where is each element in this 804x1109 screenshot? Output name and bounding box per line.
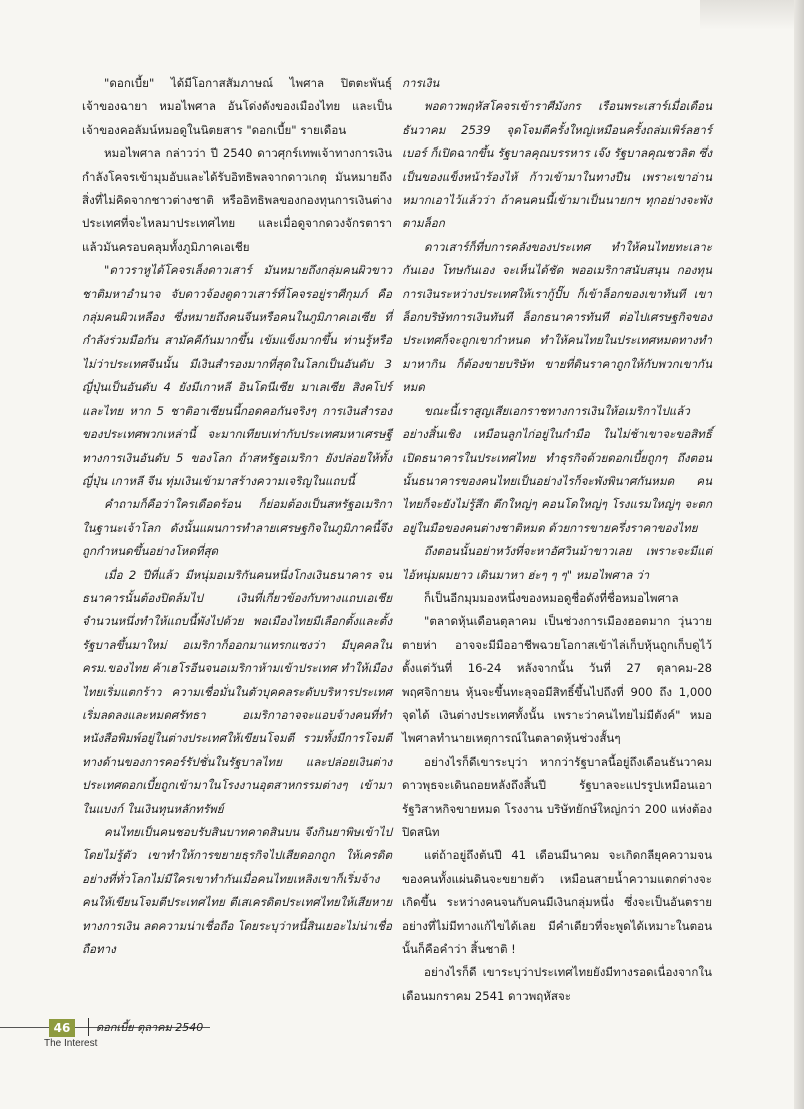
quote-paragraph: เมื่อ 2 ปีที่แล้ว มีหนุ่มอเมริกันคนหนึ่งโกงเงินธนาคาร จนธนาคารนั้นต้องปิดล้มไป เงินที่เกี่ยวข้องกับทางแถบเอเชียจำนวนหนึ่งทำให้แถบนี้พังไปด้วย พอเมืองไทยมีเลือกตั้งและตั้งรัฐบาลขึ้นมาใหม่ อเมริกาก็ออกมาแทรกแซงว่า มีบุคคลใน ครม.ของไทย ค้าเฮโรอีนจนอเมริกาห้ามเข้าประเทศ ทำให้เมืองไทยเริ่มแตกร้าว ความเชื่อมั่นในตัวบุคคลระดับบริหารประเทศเริ่มลดลงและหมดศรัทธา อเมริกาอาจจะแอบจ้างคนที่ทำหนังสือพิมพ์อยู่ในต่างประเทศให้เขียนโจมตี รวมทั้งมีการโจมตีทางด้านของการคอร์รัปชั่นในรัฐบาลไทย และปล่อยเงินต่างประเทศดอกเบี้ยถูกเข้ามาในโรงงานอุตสาหกรรมต่างๆ เข้ามาในแบงก์ ในเงินทุนหลักทรัพย์ xyxy=(82,567,392,816)
left-column xyxy=(82,72,392,961)
page-footer xyxy=(0,1005,220,1065)
continued-text: การเงิน xyxy=(402,76,440,90)
right-column xyxy=(402,72,712,1008)
paragraph: ก็เป็นอีกมุมมองหนึ่งของหมอดูชื่อดังที่ชื่อหมอไพศาล xyxy=(424,590,679,605)
quote-paragraph: ดาวเสาร์ก็ที่บการคลังของประเทศ ทำให้คนไทยทะเลาะกันเอง โทษกันเอง จะเห็นได้ชัด พออเมริกาสนับสนุน กองทุนการเงินระหว่างประเทศให้เรากู้ปั๊บ ก็เข้าล็อกของเขาทันที เขาล็อกบริษัทการเงินทันที ล็อกธนาคารทันที ต่อไปเศรษฐกิจของประเทศก็จะถูกเขากำหนด ทำให้คนไทยในประเทศหมดทางทำมาหากิน ก็ต้องขายบริษัท ขายที่ดินราคาถูกให้กับพวกเขากันหมด xyxy=(402,239,712,395)
footer-separator xyxy=(88,1018,89,1036)
magazine-issue: ดอกเบี้ย ตุลาคม 2540 xyxy=(96,1021,204,1034)
paragraph: หมอไพศาล กล่าวว่า ปี 2540 ดาวศุกร์เทพเจ้าทางการเงิน กำลังโคจรเข้ามุมอับและได้รับอิทธิพลจากดาวเกตุ มันหมายถึงสิ่งที่ไม่คิดจากชาวต่างชาติ หรืออิทธิพลของกองทุนการเงินต่างประเทศที่จะไหลมาประเทศไทย และเมื่อดูจากดวงจักรตาราแล้วมันครอบคลุมทั้งภูมิภาคเอเชีย xyxy=(82,146,392,254)
quote-paragraph: คำถามก็คือว่าใครเดือดร้อน ก็ย่อมต้องเป็นสหรัฐอเมริกา ในฐานะเจ้าโลก ดังนั้นแผนการทำลายเศรษฐกิจในภูมิภาคนี้จึงถูกกำหนดขึ้นอย่างโหดที่สุด xyxy=(82,497,392,559)
paragraph: "ตลาดหุ้นเดือนตุลาคม เป็นช่วงการเมืองฮอตมาก วุ่นวายตายห่า อาจจะมีมืออาชีพฉวยโอกาสเข้าไล่เก็บหุ้นถูกเก็บดูไว้ตั้งแต่วันที่ 16-24 หลังจากนั้น วันที่ 27 ตุลาคม-28 พฤศจิกายน หุ้นจะขึ้นทะลุจอมีสิทธิ์ขึ้นไปถึงที่ 900 ถึง 1,000 จุดได้ เงินต่างประเทศทั้งนั้น เพราะว่าคนไทยไม่มีตังค์" หมอไพศาลทำนายเหตุการณ์ในตลาดหุ้นช่วงสั้นๆ xyxy=(402,614,712,746)
paragraph: อย่างไรก็ดีเขาระบุว่า หากว่ารัฐบาลนี้อยู่ถึงเดือนธันวาคม ดาวพุธจะเดินถอยหลังถึงสิ้นปี รัฐบาลจะแปรรูปเหมือนเอารัฐวิสาหกิจขายหมด โรงงาน บริษัทยักษ์ใหญ่กว่า 200 แห่งต้องปิดสนิท xyxy=(402,754,712,839)
quote-paragraph: คนไทยเป็นคนชอบรับสินบาทคาดสินบน จึงกินยาพิษเข้าไปโดยไม่รู้ตัว เขาทำให้การขยายธุรกิจไปเสียดอกถูก ให้เครดิตอย่างที่ทั่วโลกไม่มีใครเขาทำกันเมื่อคนไทยเหลิงเขาก็เริ่มจ้างคนให้เขียนโจมตีประเทศไทย ตีเสเครดิตประเทศไทยให้เสียหายทางการเงิน ลดความน่าเชื่อถือ โดยระบุว่าหนี้สินเยอะไม่น่าเชื่อถือทาง xyxy=(82,825,392,957)
page-edge xyxy=(794,0,804,1109)
page-fold-shadow xyxy=(700,0,804,30)
quote-paragraph: "ดาวราหูได้โคจรเล็งดาวเสาร์ มันหมายถึงกลุ่มคนผิวขาว ชาติมหาอำนาจ จับดาวจ้องดูดาวเสาร์ที่โคจรอยู่ราศีกุมภ์ คือกลุ่มคนผิวเหลือง ซึ่งหมายถึงคนจีนหรือคนในภูมิภาคเอเซีย ที่กำลังร่วมมือกัน สามัคคีกันมากขึ้น เข้มแข็งมากขึ้น ท่านรู้หรือไม่ว่าประเทศจีนนั้น มีเงินสำรองมากที่สุดในโลกเป็นอันดับ 3 ญี่ปุ่นเป็นอันดับ 4 ยังมีเกาหลี อินโดนีเซีย มาเลเซีย สิงคโปร์ และไทย หาก 5 ชาติอาเซียนนี้กอดคอกันจริงๆ การเงินสำรองของประเทศพวกเหล่านี้ จะมากเทียบเท่ากับประเทศมหาเศรษฐีทางการเงินอันดับ 5 ของโลก ถ้าสหรัฐอเมริกา ยังปล่อยให้ทั้งญี่ปุ่น เกาหลี จีน ทุ่มเงินเข้ามาสร้างความเจริญในแถบนี้ xyxy=(82,263,392,488)
paragraph-intro: "ดอกเบี้ย" ได้มีโอกาสสัมภาษณ์ ไพศาล ปิตตะพันธุ์ เจ้าของฉายา หมอไพศาล อันโด่งดังของเมืองไทย และเป็นเจ้าของคอลัมน์หมอดูในนิตยสาร "ดอกเบี้ย" รายเดือน xyxy=(82,76,392,137)
brand-logo-text: The Interest xyxy=(44,1038,98,1049)
quote-paragraph: พอดาวพฤหัสโคจรเข้าราศีมังกร เรือนพระเสาร์เมื่อเดือนธันวาคม 2539 จุดโจมตีครั้งใหญ่เหมือนครั้งถล่มเพิร์ลฮาร์เบอร์ ก็เปิดฉากขึ้น รัฐบาลคุณบรรหาร เจ๊ง รัฐบาลคุณชวลิต ซึ่งเป็นของแข็งหน้าร้องไห้ ก้าวเข้ามาในทางปืน เพราะเขาอ่านหมากเอาไว้แล้วว่า ถ้าคนคนนี้เข้ามาเป็นนายกฯ ทุกอย่างจะพังตามล็อก xyxy=(402,99,712,231)
quote-paragraph: ขณะนี้เราสูญเสียเอกราชทางการเงินให้อเมริกาไปแล้วอย่างสิ้นเชิง เหมือนลูกไก่อยู่ในกำมือ ในไม่ช้าเขาจะขอสิทธิ์เปิดธนาคารในประเทศไทย ทำธุรกิจด้วยดอกเบี้ยถูกๆ ถึงตอนนั้นธนาคารของคนไทยเป็นอย่างไรก็จะพังพินาศกันหมด คนไทยก็จะยังไม่รู้สึก ตึกใหญ่ๆ คอนโดใหญ่ๆ โรงแรมใหญ่ๆ จะตกอยู่ในมือของคนต่างชาติหมด ด้วยการขายครึ่งราคาของไทย xyxy=(402,403,712,535)
page-number: 46 xyxy=(49,1019,75,1037)
paragraph: แต่ถ้าอยู่ถึงต้นปี 41 เดือนมีนาคม จะเกิดกลียุคความจนของคนทั้งแผ่นดินจะขยายตัว เหมือนสายน้ำความแตกต่างจะเกิดขึ้น ระหว่างคนจนกับคนมีเงินกลุ่มหนึ่ง ซึ่งจะเป็นอันตรายอย่างที่ไม่มีทางแก้ไขได้เลย มีคำเดียวที่จะพูดได้เหมาะในตอนนั้นก็คือคำว่า สิ้นชาติ ! xyxy=(402,848,712,957)
paragraph: อย่างไรก็ดี เขาระบุว่าประเทศไทยยังมีทางรอดเนื่องจากในเดือนมกราคม 2541 ดาวพฤหัสจะ xyxy=(402,965,712,1003)
quote-paragraph: ถึงตอนนั้นอย่าหวังที่จะหาอัศวินม้าขาวเลย เพราะจะมีแต่ไอ้หนุ่มผมยาว เดินมาหา ฮ่ะๆ ๆ ๆ" หมอไพศาล ว่า xyxy=(402,544,712,582)
